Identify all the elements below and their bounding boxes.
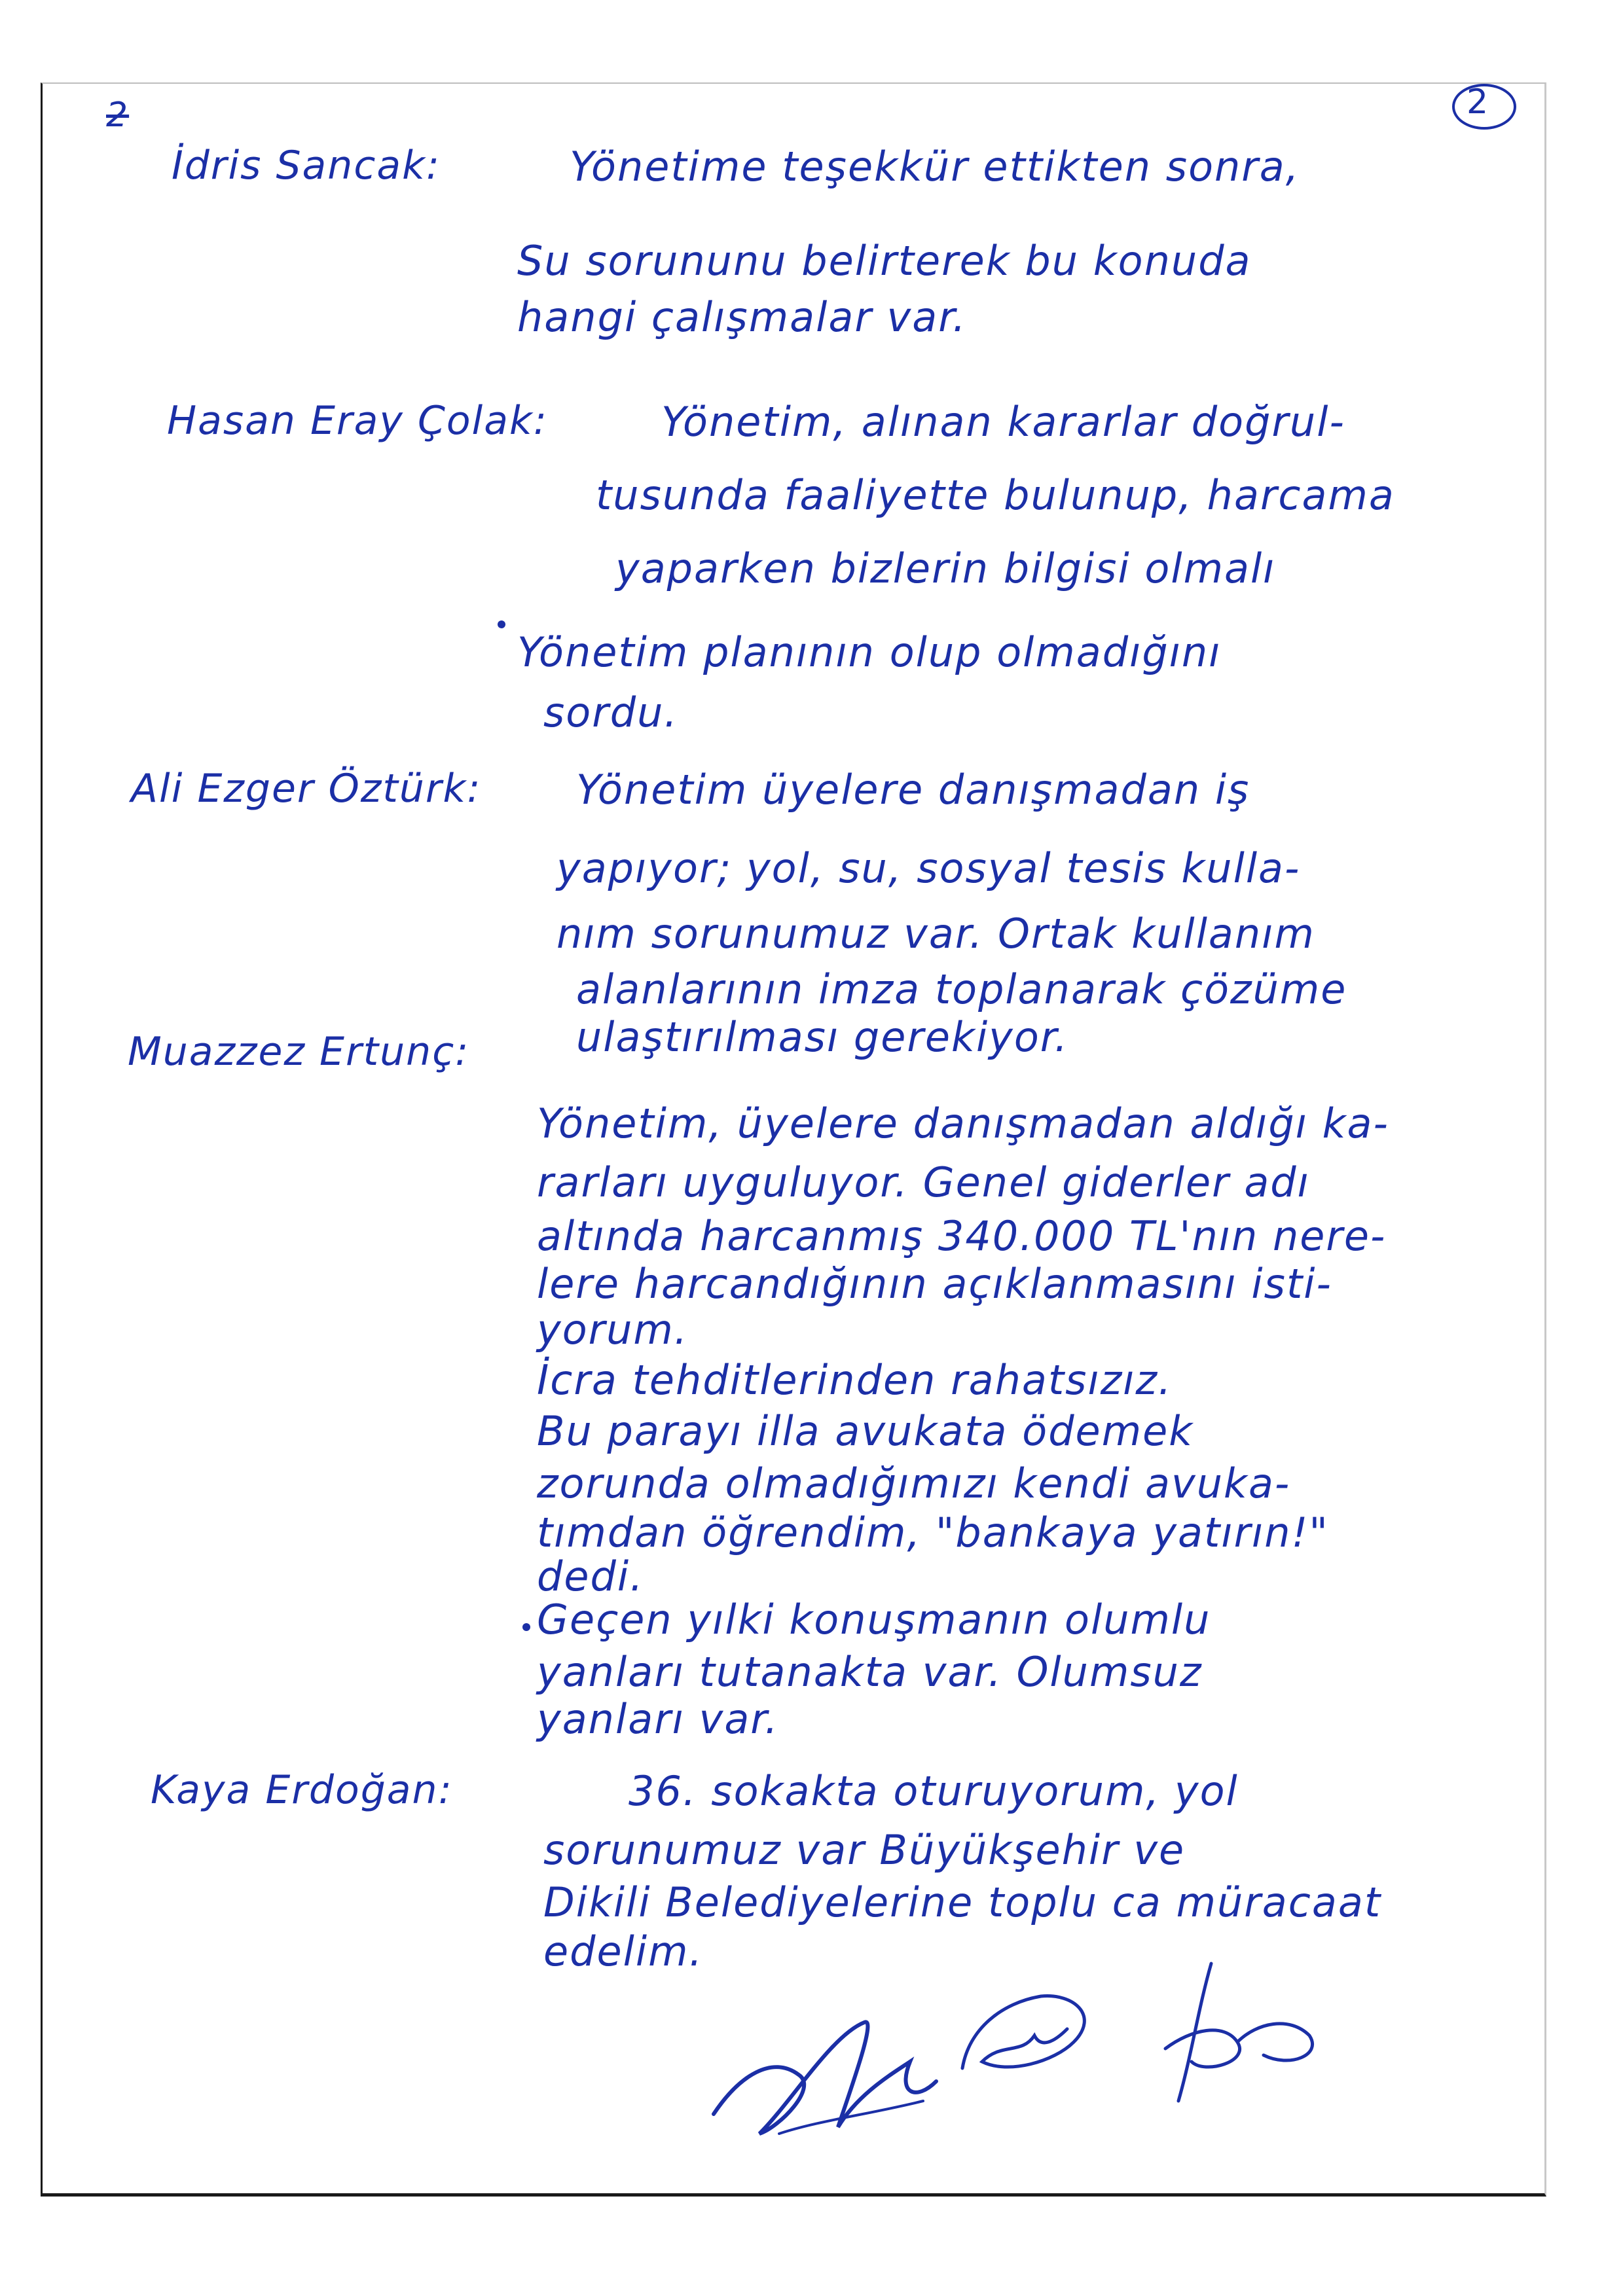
statement-line: edelim. bbox=[543, 1928, 704, 1975]
signature-1 bbox=[701, 1996, 962, 2160]
speaker-name: Muazzez Ertunç: bbox=[128, 1029, 470, 1075]
statement-line: İcra tehditlerinden rahatsızız. bbox=[537, 1356, 1173, 1404]
statement-line: sorunumuz var Büyükşehir ve bbox=[543, 1826, 1186, 1874]
bullet-point bbox=[522, 1623, 530, 1631]
bullet-point bbox=[498, 620, 505, 628]
statement-line: lere harcandığının açıklanmasını isti- bbox=[537, 1260, 1332, 1308]
page-number-right: 2 bbox=[1467, 82, 1490, 122]
statement-line: Dikili Belediyelerine toplu ca müracaat bbox=[543, 1878, 1382, 1926]
statement-line: nım sorunumuz var. Ortak kullanım bbox=[556, 910, 1315, 958]
statement-line: Yönetim, üyelere danışmadan aldığı ka- bbox=[537, 1100, 1389, 1147]
statement-line: ulaştırılması gerekiyor. bbox=[576, 1013, 1069, 1061]
statement-line: Yönetim planının olup olmadığını bbox=[517, 628, 1222, 676]
statement-line: Bu parayı illa avukata ödemek bbox=[537, 1407, 1194, 1455]
statement-line: hangi çalışmalar var. bbox=[517, 293, 967, 341]
statement-line: Yönetime teşekkür ettikten sonra, bbox=[570, 143, 1300, 190]
statement-line: Yönetim üyelere danışmadan iş bbox=[576, 766, 1250, 814]
statement-line: tımdan öğrendim, "bankaya yatırın!" bbox=[537, 1509, 1329, 1556]
statement-line: Geçen yılki konuşmanın olumlu bbox=[537, 1596, 1211, 1643]
speaker-name: Kaya Erdoğan: bbox=[151, 1767, 453, 1813]
statement-line: yapıyor; yol, su, sosyal tesis kulla- bbox=[556, 844, 1301, 892]
statement-line: 36. sokakta oturuyorum, yol bbox=[629, 1767, 1239, 1815]
statement-line: yanları var. bbox=[537, 1695, 779, 1743]
statement-line: yorum. bbox=[537, 1306, 689, 1354]
signature-3 bbox=[1139, 1950, 1349, 2121]
speaker-name: İdris Sancak: bbox=[172, 143, 441, 188]
statement-line: dedi. bbox=[537, 1552, 644, 1600]
statement-line: sordu. bbox=[543, 689, 679, 736]
signature-2 bbox=[943, 1977, 1113, 2094]
statement-line: alanlarının imza toplanarak çözüme bbox=[576, 965, 1347, 1013]
speaker-name: Hasan Eray Çolak: bbox=[167, 398, 548, 444]
statement-line: yaparken bizlerin bilgisi olmalı bbox=[615, 545, 1276, 592]
statement-line: Su sorununu belirterek bu konuda bbox=[517, 237, 1252, 285]
speaker-name: Ali Ezger Öztürk: bbox=[131, 766, 482, 812]
page-number-left: 2 bbox=[106, 96, 130, 135]
statement-line: zorunda olmadığımızı kendi avuka- bbox=[537, 1460, 1291, 1507]
statement-line: Yönetim, alınan kararlar doğrul- bbox=[661, 398, 1345, 446]
statement-line: altında harcanmış 340.000 TL'nın nere- bbox=[537, 1212, 1387, 1260]
statement-line: tusunda faaliyette bulunup, harcama bbox=[596, 471, 1395, 519]
statement-line: rarları uyguluyor. Genel giderler adı bbox=[537, 1158, 1310, 1206]
statement-line: yanları tutanakta var. Olumsuz bbox=[537, 1648, 1203, 1696]
